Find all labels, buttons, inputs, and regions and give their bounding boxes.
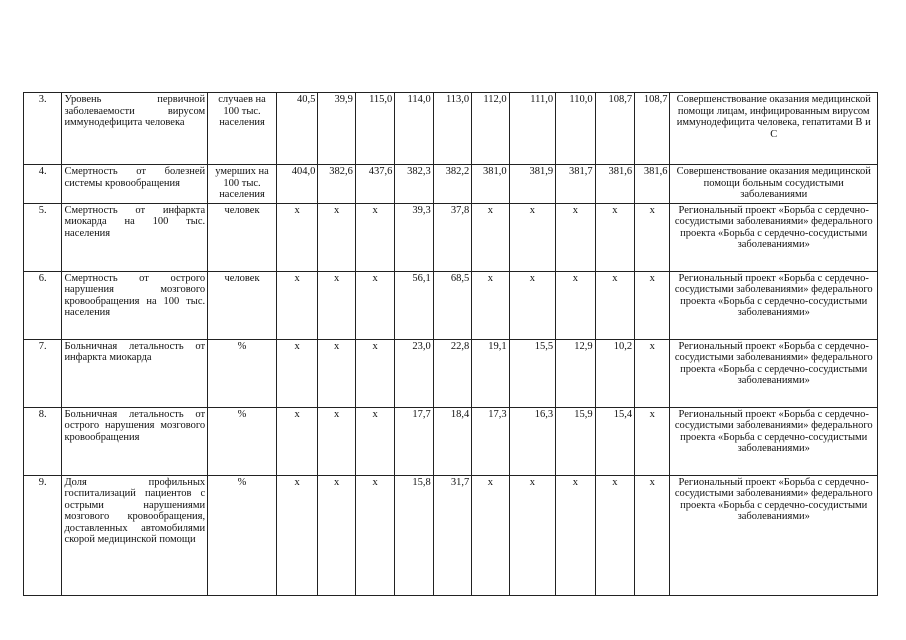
indicator-value: х xyxy=(276,475,317,595)
table-row xyxy=(24,407,878,475)
program-description: Региональный проект «Борьба с сердечно-сосудистыми заболеваниями» федерального проекта «Борьба с сердечно-сосудистыми заболеваниями» xyxy=(670,407,878,475)
unit-of-measure: % xyxy=(208,407,277,475)
indicator-value: 108,7 xyxy=(595,93,634,165)
row-number: 8. xyxy=(24,407,62,475)
indicator-value: х xyxy=(509,271,556,339)
indicator-value: х xyxy=(556,203,595,271)
indicator-value: 15,4 xyxy=(595,407,634,475)
indicator-value: 111,0 xyxy=(509,93,556,165)
indicator-value: х xyxy=(276,407,317,475)
program-description: Совершенствование оказания медицинской помощи лицам, инфицированным вирусом иммунодефицита человека, гепатитами В и С xyxy=(670,93,878,165)
row-number: 5. xyxy=(24,203,62,271)
table-row xyxy=(24,93,878,165)
indicator-value: 16,3 xyxy=(509,407,556,475)
indicator-value: 381,6 xyxy=(595,165,634,204)
indicator-value: 381,7 xyxy=(556,165,595,204)
row-number: 3. xyxy=(24,93,62,165)
indicator-value: х xyxy=(595,203,634,271)
indicator-value: 22,8 xyxy=(433,339,471,407)
indicator-value: х xyxy=(595,271,634,339)
indicator-value: х xyxy=(355,407,394,475)
row-number: 6. xyxy=(24,271,62,339)
indicator-value: х xyxy=(595,475,634,595)
indicator-value: 15,5 xyxy=(509,339,556,407)
table-row xyxy=(24,339,878,407)
indicator-value: 23,0 xyxy=(395,339,433,407)
indicator-value: 15,8 xyxy=(395,475,433,595)
indicator-value: 381,0 xyxy=(472,165,509,204)
indicator-value: х xyxy=(635,203,670,271)
indicator-value: х xyxy=(472,271,509,339)
indicator-value: х xyxy=(635,271,670,339)
indicator-value: 114,0 xyxy=(395,93,433,165)
indicator-value: х xyxy=(355,203,394,271)
indicator-value: 113,0 xyxy=(433,93,471,165)
indicator-value: 381,9 xyxy=(509,165,556,204)
unit-of-measure: человек xyxy=(208,271,277,339)
indicator-value: х xyxy=(276,339,317,407)
indicators-table xyxy=(23,92,878,596)
unit-of-measure: человек xyxy=(208,203,277,271)
indicator-value: 382,6 xyxy=(318,165,355,204)
program-description: Региональный проект «Борьба с сердечно-сосудистыми заболеваниями» федерального проекта «Борьба с сердечно-сосудистыми заболеваниями» xyxy=(670,271,878,339)
indicator-value: 12,9 xyxy=(556,339,595,407)
indicator-value: 108,7 xyxy=(635,93,670,165)
indicator-value: 404,0 xyxy=(276,165,317,204)
indicator-value: х xyxy=(556,475,595,595)
indicator-value: х xyxy=(355,271,394,339)
table-row xyxy=(24,203,878,271)
unit-of-measure: случаев на 100 тыс. населения xyxy=(208,93,277,165)
indicator-name: Доля профильных госпитализаций пациентов с острыми нарушениями мозгового кровообращения, доставленных автомобилями скорой медицинской помощи xyxy=(62,475,208,595)
indicator-value: 381,6 xyxy=(635,165,670,204)
program-description: Региональный проект «Борьба с сердечно-сосудистыми заболеваниями» федерального проекта «Борьба с сердечно-сосудистыми заболеваниями» xyxy=(670,475,878,595)
indicator-value: х xyxy=(509,475,556,595)
indicator-value: х xyxy=(318,475,355,595)
indicator-value: х xyxy=(276,271,317,339)
table-row xyxy=(24,475,878,595)
program-description: Совершенствование оказания медицинской помощи больным сосудистыми заболеваниями xyxy=(670,165,878,204)
indicator-name: Смертность от острого нарушения мозгового кровообращения на 100 тыс. населения xyxy=(62,271,208,339)
indicator-value: 40,5 xyxy=(276,93,317,165)
row-number: 4. xyxy=(24,165,62,204)
row-number: 7. xyxy=(24,339,62,407)
indicator-value: 19,1 xyxy=(472,339,509,407)
indicator-value: 115,0 xyxy=(355,93,394,165)
indicator-value: 110,0 xyxy=(556,93,595,165)
indicator-value: 39,3 xyxy=(395,203,433,271)
indicator-name: Больничная летальность от острого нарушения мозгового кровообращения xyxy=(62,407,208,475)
indicator-value: 37,8 xyxy=(433,203,471,271)
indicator-value: 437,6 xyxy=(355,165,394,204)
indicator-value: 56,1 xyxy=(395,271,433,339)
indicator-name: Больничная летальность от инфаркта миокарда xyxy=(62,339,208,407)
row-number: 9. xyxy=(24,475,62,595)
indicator-value: 10,2 xyxy=(595,339,634,407)
program-description: Региональный проект «Борьба с сердечно-сосудистыми заболеваниями» федерального проекта «Борьба с сердечно-сосудистыми заболеваниями» xyxy=(670,203,878,271)
indicator-value: 68,5 xyxy=(433,271,471,339)
indicator-value: х xyxy=(556,271,595,339)
indicator-value: х xyxy=(509,203,556,271)
indicator-value: х xyxy=(472,203,509,271)
indicator-value: 39,9 xyxy=(318,93,355,165)
indicator-name: Смертность от инфаркта миокарда на 100 тыс. населения xyxy=(62,203,208,271)
indicator-value: 31,7 xyxy=(433,475,471,595)
indicator-value: х xyxy=(472,475,509,595)
indicator-value: х xyxy=(318,407,355,475)
indicator-value: х xyxy=(276,203,317,271)
indicator-value: х xyxy=(635,339,670,407)
unit-of-measure: % xyxy=(208,475,277,595)
indicator-value: 112,0 xyxy=(472,93,509,165)
indicator-value: х xyxy=(635,407,670,475)
indicator-value: 15,9 xyxy=(556,407,595,475)
indicator-value: 17,7 xyxy=(395,407,433,475)
table-row xyxy=(24,271,878,339)
unit-of-measure: % xyxy=(208,339,277,407)
indicator-value: х xyxy=(318,203,355,271)
unit-of-measure: умерших на 100 тыс. населения xyxy=(208,165,277,204)
indicator-name: Уровень первичной заболеваемости вирусом иммунодефицита человека xyxy=(62,93,208,165)
indicator-value: х xyxy=(635,475,670,595)
indicator-value: х xyxy=(318,339,355,407)
indicator-value: 382,3 xyxy=(395,165,433,204)
table-row xyxy=(24,165,878,204)
indicator-value: 382,2 xyxy=(433,165,471,204)
indicator-value: 18,4 xyxy=(433,407,471,475)
program-description: Региональный проект «Борьба с сердечно-сосудистыми заболеваниями» федерального проекта «Борьба с сердечно-сосудистыми заболеваниями» xyxy=(670,339,878,407)
indicator-value: х xyxy=(318,271,355,339)
indicator-value: х xyxy=(355,339,394,407)
indicator-value: 17,3 xyxy=(472,407,509,475)
table-body xyxy=(24,93,878,596)
indicator-name: Смертность от болезней системы кровообращения xyxy=(62,165,208,204)
indicator-value: х xyxy=(355,475,394,595)
